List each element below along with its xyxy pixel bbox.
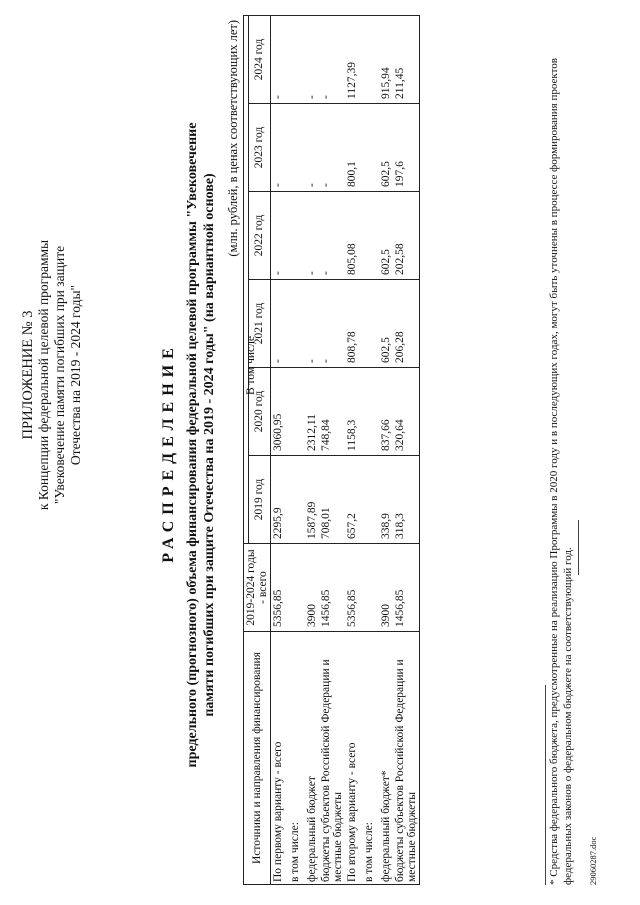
cell-y2020: 3060,95 — [271, 368, 286, 456]
cell-y2020 — [359, 368, 379, 456]
appendix-line: к Концепции федеральной целевой программы — [36, 239, 51, 511]
cell-y2023: - — [271, 104, 286, 192]
header-total: 2019-2024 годы - всего — [244, 544, 271, 632]
cell-y2023: 197,6 — [393, 104, 420, 192]
cell-y2022: 202,58 — [393, 192, 420, 280]
cell-y2023: - — [305, 104, 319, 192]
units-note: (млн. рублей, в ценах соответствующих лет) — [226, 20, 240, 257]
cell-y2022 — [359, 192, 379, 280]
header-including: В том числе — [245, 336, 257, 395]
cell-total: 3900 — [305, 544, 319, 632]
table-row — [393, 16, 420, 885]
row-label: в том числе: — [285, 632, 305, 885]
table-row — [359, 16, 379, 885]
cell-y2019 — [359, 456, 379, 544]
cell-total: 5356,85 — [271, 544, 286, 632]
cell-y2019 — [285, 456, 305, 544]
cell-y2019: 708,01 — [319, 456, 345, 544]
cell-y2024: - — [305, 16, 319, 104]
cell-y2022: - — [305, 192, 319, 280]
cell-y2022: 805,08 — [345, 192, 359, 280]
row-label: По первому варианту - всего — [271, 632, 286, 885]
cell-y2020: 1158,3 — [345, 368, 359, 456]
row-label: федеральный бюджет* — [379, 632, 393, 885]
cell-y2023: - — [319, 104, 345, 192]
cell-y2019: 338,9 — [379, 456, 393, 544]
cell-y2019: 318,3 — [393, 456, 420, 544]
cell-y2022: - — [319, 192, 345, 280]
cell-y2021 — [359, 280, 379, 368]
cell-y2020: 837,66 — [379, 368, 393, 456]
cell-total: 5356,85 — [345, 544, 359, 632]
document-title: РАСПРЕДЕЛЕНИЕ — [160, 342, 177, 563]
cell-y2022: 602,5 — [379, 192, 393, 280]
table-row — [379, 16, 393, 885]
cell-y2021: - — [305, 280, 319, 368]
cell-total — [359, 544, 379, 632]
cell-y2019: 1587,89 — [305, 456, 319, 544]
divider-line — [578, 520, 579, 575]
header-source: Источники и направления финансирования — [244, 632, 271, 885]
header-year-2022: 2022 год — [248, 192, 271, 280]
cell-y2021 — [285, 280, 305, 368]
cell-y2022: - — [271, 192, 286, 280]
cell-y2020: 2312,11 — [305, 368, 319, 456]
header-year-2020: 2020 год — [248, 368, 271, 456]
header-year-2023: 2023 год — [248, 104, 271, 192]
cell-y2024: 915,94 — [379, 16, 393, 104]
table-row — [319, 16, 345, 885]
cell-y2024: - — [319, 16, 345, 104]
header-year-2019: 2019 год — [248, 456, 271, 544]
document-subtitle — [184, 55, 218, 835]
appendix-line: Отечества на 2019 - 2024 годы" — [68, 284, 83, 466]
cell-y2024 — [359, 16, 379, 104]
table-row — [271, 16, 286, 885]
footnote-divider — [545, 685, 546, 885]
cell-y2020: 748,84 — [319, 368, 345, 456]
table-row — [305, 16, 319, 885]
funding-table — [243, 15, 420, 885]
header-year-2021: 2021 год — [248, 280, 271, 368]
cell-y2020 — [285, 368, 305, 456]
cell-y2021: - — [271, 280, 286, 368]
header-year-2024: 2024 год — [248, 16, 271, 104]
cell-y2023: 602,5 — [379, 104, 393, 192]
cell-y2021: 808,78 — [345, 280, 359, 368]
row-label: По второму варианту - всего — [345, 632, 359, 885]
cell-y2023 — [359, 104, 379, 192]
row-label: в том числе: — [359, 632, 379, 885]
row-label: бюджеты субъектов Российской Федерации и местные бюджеты — [393, 632, 420, 885]
cell-y2024 — [285, 16, 305, 104]
cell-y2022 — [285, 192, 305, 280]
table-row — [345, 16, 359, 885]
footnote: * Средства федерального бюджета, предусмотренные на реализацию Программы в 2020 году и в последующих годах, могут быть уточнены в процессе формирования проектов федеральных законов о федеральном бюджете на соответствующий год. — [548, 58, 574, 885]
subtitle-line: предельного (прогнозного) объема финансирования федеральной целевой программы "Увековечение — [185, 122, 200, 768]
cell-y2021: 206,28 — [393, 280, 420, 368]
cell-y2024: 211,45 — [393, 16, 420, 104]
appendix-number: ПРИЛОЖЕНИЕ № 3 — [20, 310, 36, 440]
appendix-line: "Увековечение памяти погибших при защите — [52, 245, 67, 505]
cell-total: 1456,85 — [393, 544, 420, 632]
cell-y2024: - — [271, 16, 286, 104]
cell-y2021: - — [319, 280, 345, 368]
document-id: 29060287.doc — [588, 836, 598, 885]
cell-y2024: 1127,39 — [345, 16, 359, 104]
subtitle-line: памяти погибших при защите Отечества на 2019 - 2024 годы" (на вариантной основе) — [202, 173, 217, 717]
cell-total: 3900 — [379, 544, 393, 632]
cell-total: 1456,85 — [319, 544, 345, 632]
cell-y2023 — [285, 104, 305, 192]
table-row — [285, 16, 305, 885]
row-label: бюджеты субъектов Российской Федерации и местные бюджеты — [319, 632, 345, 885]
appendix-header — [20, 185, 84, 565]
cell-y2020: 320,64 — [393, 368, 420, 456]
cell-y2023: 800,1 — [345, 104, 359, 192]
cell-y2019: 657,2 — [345, 456, 359, 544]
cell-y2021: 602,5 — [379, 280, 393, 368]
cell-total — [285, 544, 305, 632]
row-label: федеральный бюджет — [305, 632, 319, 885]
cell-y2019: 2295,9 — [271, 456, 286, 544]
